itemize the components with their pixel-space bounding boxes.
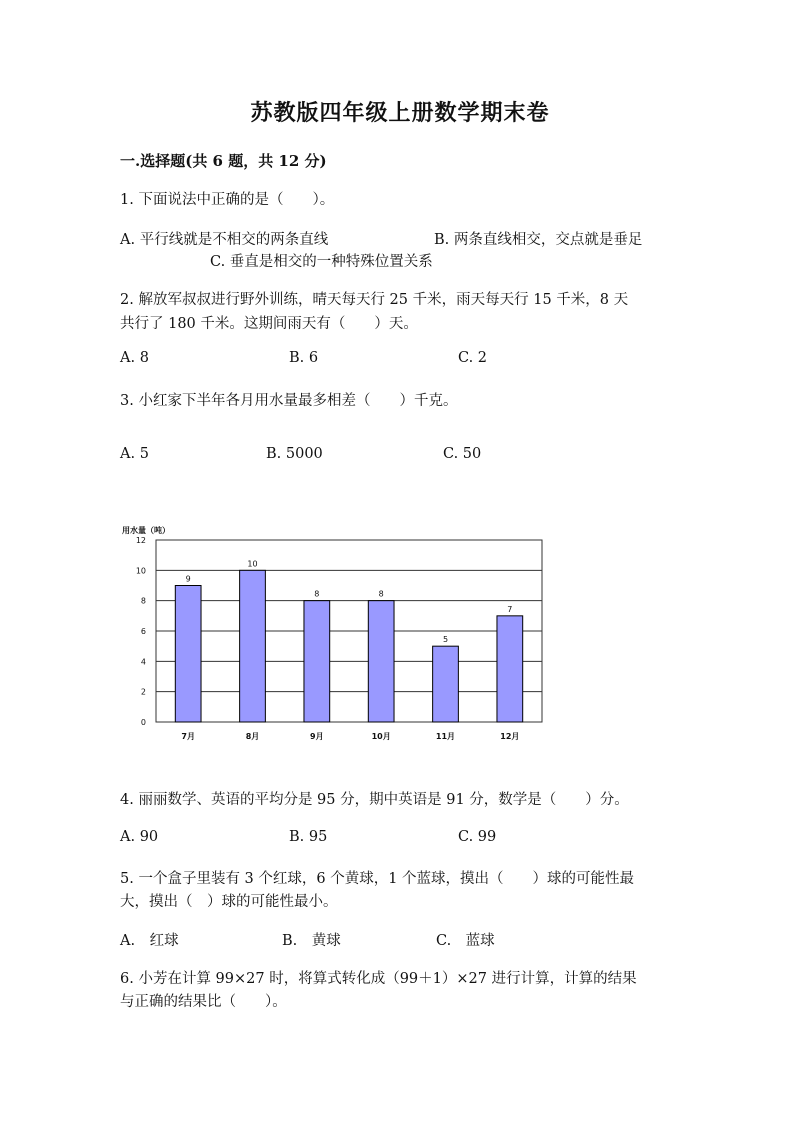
- question-4-option-c[interactable]: C. 99: [458, 829, 497, 845]
- question-3-text: 3. 小红家下半年各月用水量最多相差（ ）千克。: [120, 393, 458, 409]
- question-2-text-line-2: 共行了 180 千米。这期间雨天有（ ）天。: [120, 316, 418, 332]
- question-2-text-line-1: 2. 解放军叔叔进行野外训练，晴天每天行 25 千米，雨天每天行 15 千米，8 天: [120, 292, 629, 308]
- question-3-option-a[interactable]: A. 5: [120, 446, 149, 462]
- question-3-option-b[interactable]: B. 5000: [266, 446, 323, 462]
- chart-bar: [433, 646, 459, 722]
- chart-y-axis-label: 用水量（吨）: [122, 526, 170, 535]
- question-5-option-c[interactable]: C. 蓝球: [436, 933, 495, 949]
- chart-x-tick-label: 11月: [435, 732, 456, 741]
- question-5-text-line-1: 5. 一个盒子里装有 3 个红球，6 个黄球，1 个蓝球，摸出（ ）球的可能性最: [120, 871, 635, 887]
- chart-y-tick-label: 6: [140, 627, 146, 636]
- chart-data-label: 10: [247, 559, 258, 569]
- chart-bar: [304, 601, 330, 722]
- question-1-option-b[interactable]: B. 两条直线相交，交点就是垂足: [434, 232, 643, 248]
- chart-data-label: 7: [507, 604, 513, 614]
- chart-data-label: 8: [378, 589, 384, 599]
- chart-y-tick-label: 8: [140, 596, 146, 606]
- question-5-option-b[interactable]: B. 黄球: [282, 933, 341, 949]
- chart-y-tick-label: 2: [140, 687, 146, 697]
- question-4-option-a[interactable]: A. 90: [120, 829, 159, 845]
- chart-x-tick-label: 12月: [500, 732, 520, 741]
- page-title: 苏教版四年级上册数学期末卷: [250, 100, 550, 126]
- question-4-text: 4. 丽丽数学、英语的平均分是 95 分，期中英语是 91 分，数学是（ ）分。: [120, 792, 629, 808]
- question-1-option-c[interactable]: C. 垂直是相交的一种特殊位置关系: [210, 254, 433, 270]
- chart-bars: [175, 570, 522, 722]
- question-6-text-line-1: 6. 小芳在计算 99×27 时，将算式转化成（99＋1）×27 进行计算，计算的结果: [120, 971, 637, 987]
- question-2-option-c[interactable]: C. 2: [458, 350, 488, 366]
- question-2-option-b[interactable]: B. 6: [289, 350, 319, 366]
- chart-y-tick-label: 4: [140, 657, 146, 667]
- chart-bar: [240, 570, 266, 722]
- chart-x-tick-label: 7月: [181, 732, 195, 741]
- chart-bar: [368, 601, 394, 722]
- chart-data-label: 5: [442, 635, 449, 645]
- chart-y-tick-label: 12: [135, 536, 146, 545]
- question-5-text-line-2: 大，摸出（ ）球的可能性最小。: [120, 894, 338, 910]
- question-1-option-a[interactable]: A. 平行线就是不相交的两条直线: [120, 232, 329, 248]
- question-6-text-line-2: 与正确的结果比（ ）。: [120, 994, 287, 1010]
- chart-x-tick-label: 9月: [310, 732, 324, 741]
- question-1-text: 1. 下面说法中正确的是（ ）。: [120, 192, 335, 208]
- chart-grid: [156, 540, 542, 722]
- chart-y-tick-label: 0: [140, 718, 146, 727]
- chart-bar: [497, 616, 523, 722]
- chart-bar: [175, 586, 201, 723]
- chart-data-label: 9: [185, 574, 191, 584]
- water-usage-bar-chart: [118, 518, 558, 750]
- chart-x-tick-label: 8月: [245, 732, 260, 741]
- chart-data-label: 8: [314, 589, 320, 599]
- chart-x-tick-label: 10月: [371, 732, 391, 741]
- question-4-option-b[interactable]: B. 95: [289, 829, 328, 845]
- question-2-option-a[interactable]: A. 8: [120, 350, 149, 366]
- question-3-option-c[interactable]: C. 50: [443, 446, 482, 462]
- question-5-option-a[interactable]: A. 红球: [120, 933, 179, 949]
- section-heading: 一.选择题(共 6 题，共 12 分): [120, 152, 327, 170]
- chart-y-tick-label: 10: [135, 566, 146, 576]
